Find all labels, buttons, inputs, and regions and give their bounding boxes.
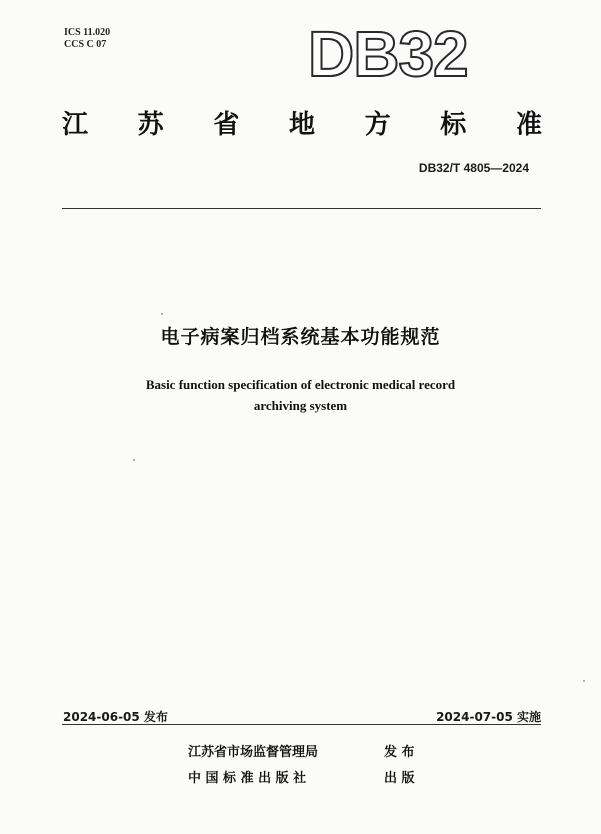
publisher-action: 出 版	[384, 771, 415, 786]
ics-code: ICS 11.020	[64, 27, 111, 38]
scan-speck	[133, 459, 135, 461]
ccs-code: CCS C 07	[64, 39, 107, 50]
implementation-date: 2024-07-05 实施	[436, 710, 541, 724]
publisher-block	[188, 740, 430, 792]
standard-title-char: 标	[440, 110, 467, 140]
standard-title-char: 地	[288, 110, 315, 140]
scan-speck	[583, 680, 585, 682]
publisher-name: 江苏省市场监督管理局	[188, 745, 319, 760]
issue-date: 2024-06-05 发布	[63, 710, 168, 724]
english-title-line-1: Basic function specification of electronic medical record	[145, 377, 456, 392]
standard-type-title	[62, 108, 542, 142]
document-title-english	[0, 374, 601, 416]
standard-title-char: 苏	[137, 110, 164, 140]
publisher-action: 发 布	[384, 745, 415, 760]
classification-codes	[64, 27, 110, 51]
publisher-row	[188, 766, 430, 792]
top-divider	[62, 208, 541, 209]
standard-number: DB32/T 4805—2024	[418, 161, 529, 175]
standard-title-char: 省	[213, 110, 240, 140]
document-title-chinese: 电子病案归档系统基本功能规范	[160, 326, 441, 348]
publisher-row	[188, 740, 430, 766]
standard-title-char: 江	[62, 110, 89, 140]
standard-title-char: 准	[515, 110, 542, 140]
scan-speck	[161, 313, 163, 315]
bottom-divider	[62, 724, 541, 725]
standard-title-char: 方	[364, 110, 391, 140]
db32-logo: DB32	[308, 18, 468, 90]
publisher-name: 中 国 标 准 出 版 社	[188, 771, 307, 786]
english-title-line-2: archiving system	[253, 398, 348, 413]
